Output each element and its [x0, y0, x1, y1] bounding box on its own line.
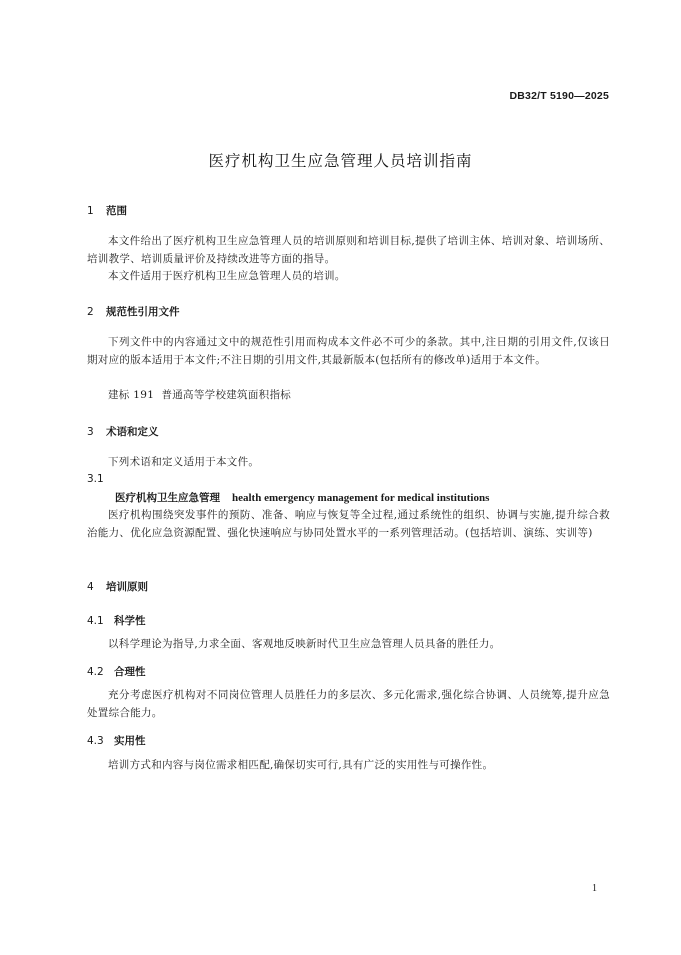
subsection-title: 实用性	[114, 735, 146, 747]
term-definition: 医疗机构围绕突发事件的预防、准备、响应与恢复等全过程,通过系统性的组织、协调与实施,提升综合救治能力、优化应急资源配置、强化快速响应与协同处置水平的一系列管理活动。(包括培训、演练、实训等)	[87, 509, 610, 539]
section-number: 1	[87, 205, 94, 217]
section-2-paragraph-1: 下列文件中的内容通过文中的规范性引用而构成本文件必不可少的条款。其中,注日期的引用文件,仅该日期对应的版本适用于本文件;不注日期的引用文件,其最新版本(包括所有的修改单)适用于本文件。	[87, 336, 610, 366]
section-3-heading	[87, 424, 159, 439]
subsection-4-2-paragraph: 充分考虑医疗机构对不同岗位管理人员胜任力的多层次、多元化需求,强化综合协调、人员统筹,提升应急处置综合能力。	[87, 689, 610, 719]
section-1-paragraph-2: 本文件适用于医疗机构卫生应急管理人员的培训。	[108, 270, 346, 282]
standard-code: DB32/T 5190—2025	[509, 90, 609, 102]
page-title: 医疗机构卫生应急管理人员培训指南	[208, 152, 473, 170]
section-4-heading	[87, 579, 148, 594]
section-title: 规范性引用文件	[106, 306, 180, 318]
subsection-number: 4.3	[87, 735, 104, 747]
page-number: 1	[592, 883, 597, 894]
subsection-4-3-paragraph: 培训方式和内容与岗位需求相匹配,确保切实可行,具有广泛的实用性与可操作性。	[108, 759, 494, 771]
section-title: 范围	[106, 205, 127, 217]
section-1-paragraph-1: 本文件给出了医疗机构卫生应急管理人员的培训原则和培训目标,提供了培训主体、培训对象、培训场所、培训教学、培训质量评价及持续改进等方面的指导。	[87, 235, 610, 265]
term-number: 3.1	[87, 473, 104, 485]
subsection-4-1-paragraph: 以科学理论为指导,力求全面、客观地反映新时代卫生应急管理人员具备的胜任力。	[108, 638, 501, 650]
section-number: 4	[87, 581, 94, 593]
subsection-4-2-heading	[87, 664, 146, 679]
section-number: 3	[87, 426, 94, 438]
section-1-heading	[87, 203, 127, 218]
section-2-heading	[87, 304, 180, 319]
section-title: 术语和定义	[106, 426, 159, 438]
section-number: 2	[87, 306, 94, 318]
term-heading	[115, 490, 489, 505]
normative-reference: 建标 191 普通高等学校建筑面积指标	[108, 389, 292, 401]
subsection-number: 4.1	[87, 615, 104, 627]
section-3-paragraph-1: 下列术语和定义适用于本文件。	[108, 456, 260, 468]
subsection-title: 科学性	[114, 615, 146, 627]
section-title: 培训原则	[106, 581, 148, 593]
subsection-4-3-heading	[87, 733, 146, 748]
subsection-title: 合理性	[114, 666, 146, 678]
term-english: health emergency management for medical institutions	[232, 492, 490, 504]
subsection-number: 4.2	[87, 666, 104, 678]
subsection-4-1-heading	[87, 613, 146, 628]
term-chinese: 医疗机构卫生应急管理	[115, 492, 220, 504]
